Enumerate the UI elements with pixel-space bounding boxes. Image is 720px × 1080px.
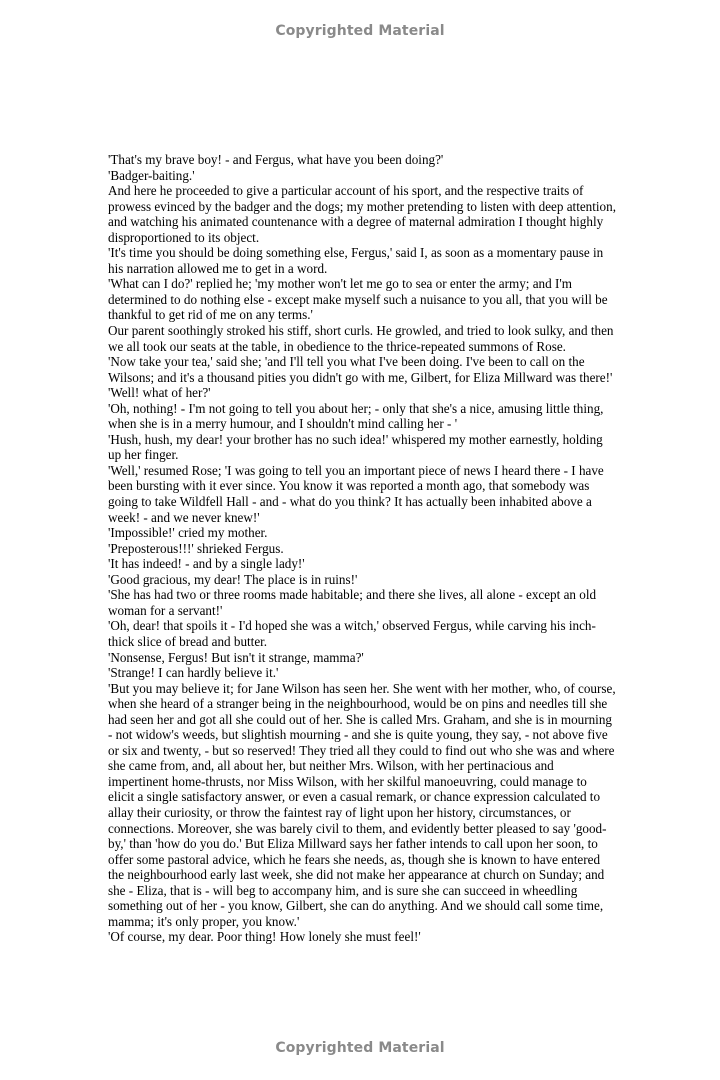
paragraph: 'It has indeed! - and by a single lady!': [108, 556, 305, 572]
page-body-text: [108, 152, 616, 945]
paragraph: 'But you may believe it; for Jane Wilson has seen her. She went with her mother, who, of course, when she heard of a stranger being in the neighbourhood, would be on pins and needles till she had seen her and got all she could out of her. She is called Mrs. Graham, and she is in mourning - not widow's weeds, but slightish mourning - and she is quite young, they say, - not above five or six and twenty, - but so reserved! They tried all they could to find out who she was and where she came from, and, all about her, but neither Mrs. Wilson, with her pertinacious and impertinent home-thrusts, nor Miss Wilson, with her skilful manoeuvring, could manage to elicit a single satisfactory answer, or even a casual remark, or chance expression calculated to allay their curiosity, or throw the faintest ray of light upon her history, circumstances, or connections. Moreover, she was barely civil to them, and evidently better pleased to say 'good-by,' than 'how do you do.' But Eliza Millward says her father intends to call upon her soon, to offer some pastoral advice, which he fears she needs, as, though she is known to have entered the neighbourhood early last week, she did not make her appearance at church on Sunday; and she - Eliza, that is - will beg to accompany him, and is sure she can succeed in wheedling something out of her - you know, Gilbert, she can do anything. And we should call some time, mamma; it's only proper, you know.': [108, 680, 616, 929]
paragraph: 'It's time you should be doing something else, Fergus,' said I, as soon as a momentary pause in his narration allowed me to get in a word.: [108, 245, 604, 276]
paragraph: 'Badger-baiting.': [108, 167, 195, 183]
paragraph: 'Hush, hush, my dear! your brother has no such idea!' whispered my mother earnestly, holding up her finger.: [108, 431, 603, 463]
paragraph: 'Preposterous!!!' shrieked Fergus.: [108, 540, 284, 556]
paragraph: Our parent soothingly stroked his stiff, short curls. He growled, and tried to look sulky, and then we all took our seats at the table, in obedience to the thrice-repeated summons of Rose.: [108, 323, 614, 354]
paragraph: 'She has had two or three rooms made habitable; and there she lives, all alone - except an old woman for a servant!': [108, 587, 597, 618]
copyright-watermark-top: Copyrighted Material: [275, 23, 445, 39]
paragraph: 'Oh, dear! that spoils it - I'd hoped she was a witch,' observed Fergus, while carving his inch-thick slice of bread and butter.: [108, 618, 596, 649]
paragraph: 'Oh, nothing! - I'm not going to tell you about her; - only that she's a nice, amusing little thing, when she is in a merry humour, and I shouldn't mind calling her - ': [108, 400, 604, 432]
paragraph: 'What can I do?' replied he; 'my mother won't let me go to sea or enter the army; and I'm determined to do nothing else - except make myself such a nuisance to you all, that you will be thankful to get rid of me on any terms.': [108, 276, 608, 323]
paragraph: 'Good gracious, my dear! The place is in ruins!': [108, 571, 358, 587]
paragraph: 'Impossible!' cried my mother.: [108, 525, 268, 541]
paragraph: 'Strange! I can hardly believe it.': [108, 665, 279, 681]
paragraph: 'Well,' resumed Rose; 'I was going to tell you an important piece of news I heard there - I have been bursting with it ever since. You know it was reported a month ago, that somebody was going to take Wildfell Hall - and - what do you think? It has actually been inhabited above a week! - and we never knew!': [108, 462, 604, 525]
paragraph: 'That's my brave boy! - and Fergus, what have you been doing?': [108, 152, 444, 167]
paragraph: 'Nonsense, Fergus! But isn't it strange, mamma?': [108, 649, 364, 665]
paragraph: 'Of course, my dear. Poor thing! How lonely she must feel!': [108, 929, 421, 945]
copyright-watermark-bottom: Copyrighted Material: [275, 1040, 445, 1056]
paragraph: 'Now take your tea,' said she; 'and I'll tell you what I've been doing. I've been to call on the Wilsons; and it's a thousand pities you didn't go with me, Gilbert, for Eliza Millward was there!': [108, 354, 613, 385]
paragraph: And here he proceeded to give a particular account of his sport, and the respective traits of prowess evinced by the badger and the dogs; my mother pretending to listen with deep attention, and watching his animated countenance with a degree of maternal admiration I thought highly disproportioned to its object.: [108, 183, 616, 245]
paragraph: 'Well! what of her?': [108, 385, 211, 401]
